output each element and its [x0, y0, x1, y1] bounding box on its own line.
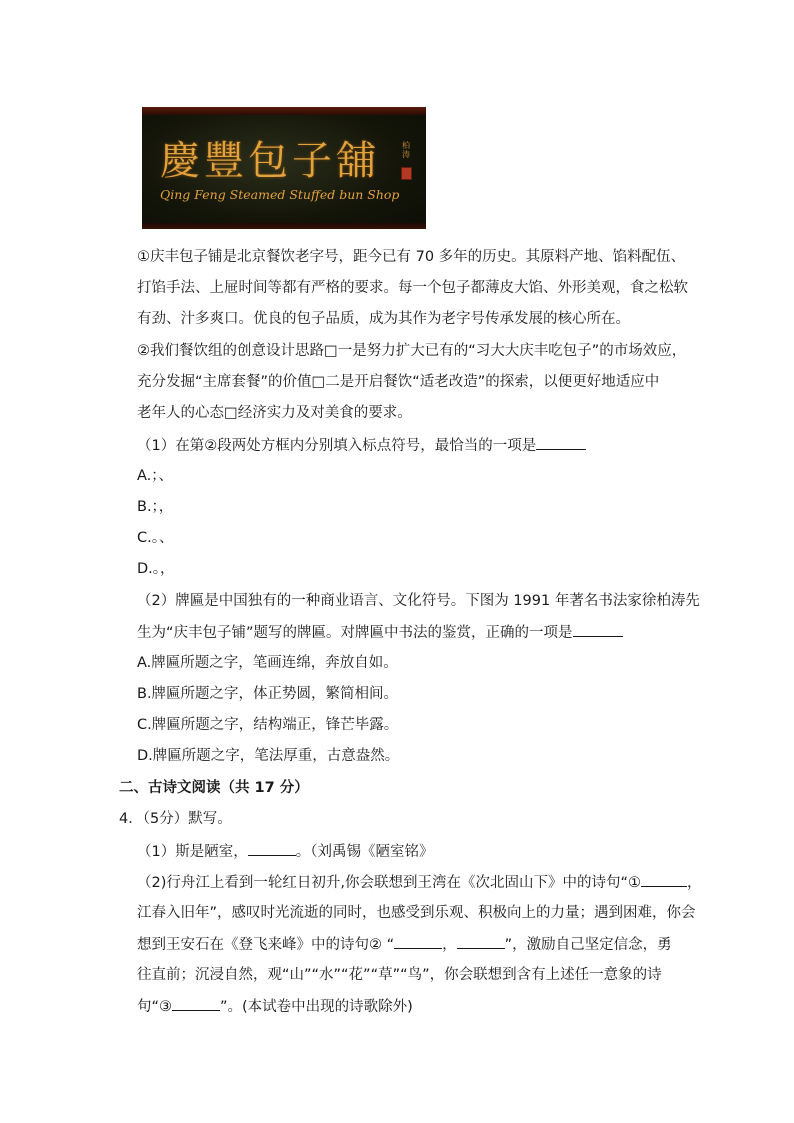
signboard-seal — [401, 167, 412, 180]
question1-option-d: D.。， — [137, 561, 175, 577]
question4-sub1 — [137, 841, 433, 862]
question4-stem: 4．（5分）默写。 — [119, 811, 232, 827]
paragraph1-line3: 有劲、汁多爽口。优良的包子品质，成为其作为老字号传承发展的核心所在。 — [137, 311, 630, 327]
answer-blank[interactable] — [641, 872, 687, 887]
question2-stem-line2 — [137, 622, 623, 643]
paragraph2-line1: ②我们餐饮组的创意设计思路□一是努力扩大已有的“习大大庆丰吃包子”的市场效应， — [137, 343, 687, 359]
paragraph2-line2: 充分发掘“主席套餐”的价值□二是开启餐饮“适老改造”的探索，以便更好地适应中 — [137, 374, 660, 390]
question4-sub2-line5-pre: 句“③ — [137, 999, 173, 1015]
paragraph1-line2: 打馅手法、上屉时间等都有严格的要求。每一个包子都薄皮大馅、外形美观，食之松软 — [137, 280, 688, 296]
question1-stem-text: （1）在第②段两处方框内分别填入标点符号，最恰当的一项是 — [137, 438, 537, 454]
question2-option-a: A.牌匾所题之字，笔画连绵，奔放自如。 — [137, 655, 398, 671]
signboard-top-frame — [142, 107, 426, 115]
signboard-bottom-frame — [142, 223, 426, 229]
question4-sub1-post: 。（刘禹锡《陋室铭》 — [295, 844, 434, 860]
question2-stem-line1: （2）牌匾是中国独有的一种商业语言、文化符号。下图为 1991 年著名书法家徐柏涛先 — [137, 593, 700, 609]
question2-stem-text: 生为“庆丰包子铺”题写的牌匾。对牌匾中书法的鉴赏，正确的一项是 — [137, 625, 573, 641]
answer-blank[interactable] — [394, 934, 442, 949]
question1-option-a: A.；、 — [137, 468, 174, 484]
question1-option-b: B.；， — [137, 499, 174, 515]
signboard-signature: 柏涛 — [402, 141, 410, 159]
answer-blank[interactable] — [172, 996, 220, 1011]
question4-sub2-line1 — [137, 872, 702, 893]
signboard-english-text: Qing Feng Steamed Stuffed bun Shop — [160, 187, 400, 202]
paragraph2-line3: 老年人的心态□经济实力及对美食的要求。 — [137, 405, 412, 421]
question4-sub2-line4: 往直前；沉浸自然，观“山”“水”“花”“草”“鸟”，你会联想到含有上述任一意象的诗 — [137, 967, 662, 983]
question1-stem — [137, 435, 586, 456]
question4-sub2-line3 — [137, 934, 672, 955]
question4-sub2-line2: 江春入旧年”，感叹时光流逝的同时，也感受到乐观、积极向上的力量；遇到困难，你会 — [137, 905, 696, 921]
question2-option-c: C.牌匾所题之字，结构端正，锋芒毕露。 — [137, 717, 399, 733]
question4-sub2-line3-pre: 想到王安石在《登飞来峰》中的诗句② “ — [137, 937, 395, 953]
answer-blank[interactable] — [536, 435, 586, 450]
question4-sub2-line1-pre: （2)行舟江上看到一轮红日初升,你会联想到王湾在《次北固山下》中的诗句“① — [137, 875, 641, 891]
signboard-chinese-text: 慶豐包子舖 — [160, 138, 380, 184]
answer-blank[interactable] — [573, 622, 623, 637]
answer-blank[interactable] — [457, 934, 505, 949]
paragraph1-line1: ①庆丰包子铺是北京餐饮老字号，距今已有 70 多年的历史。其原料产地、馅料配伍、 — [137, 249, 686, 265]
question4-sub1-pre: （1）斯是陋室， — [137, 844, 248, 860]
question2-option-b: B.牌匾所题之字，体正势圆，繁简相间。 — [137, 686, 399, 702]
question4-sub2-line5 — [137, 996, 413, 1017]
section2-heading: 二、古诗文阅读（共 17 分） — [119, 780, 309, 796]
answer-blank[interactable] — [248, 841, 296, 856]
question4-sub2-line5-post: ”。(本试卷中出现的诗歌除外) — [220, 999, 413, 1015]
signboard-image — [142, 107, 426, 229]
question4-sub2-line1-post: ， — [687, 875, 702, 891]
question1-option-c: C.。、 — [137, 530, 174, 546]
question4-sub2-line3-post: ”，激励自己坚定信念，勇 — [504, 937, 672, 953]
question2-option-d: D.牌匾所题之字，笔法厚重，古意盎然。 — [137, 748, 400, 764]
question4-sub2-line3-mid: ， — [442, 937, 457, 953]
